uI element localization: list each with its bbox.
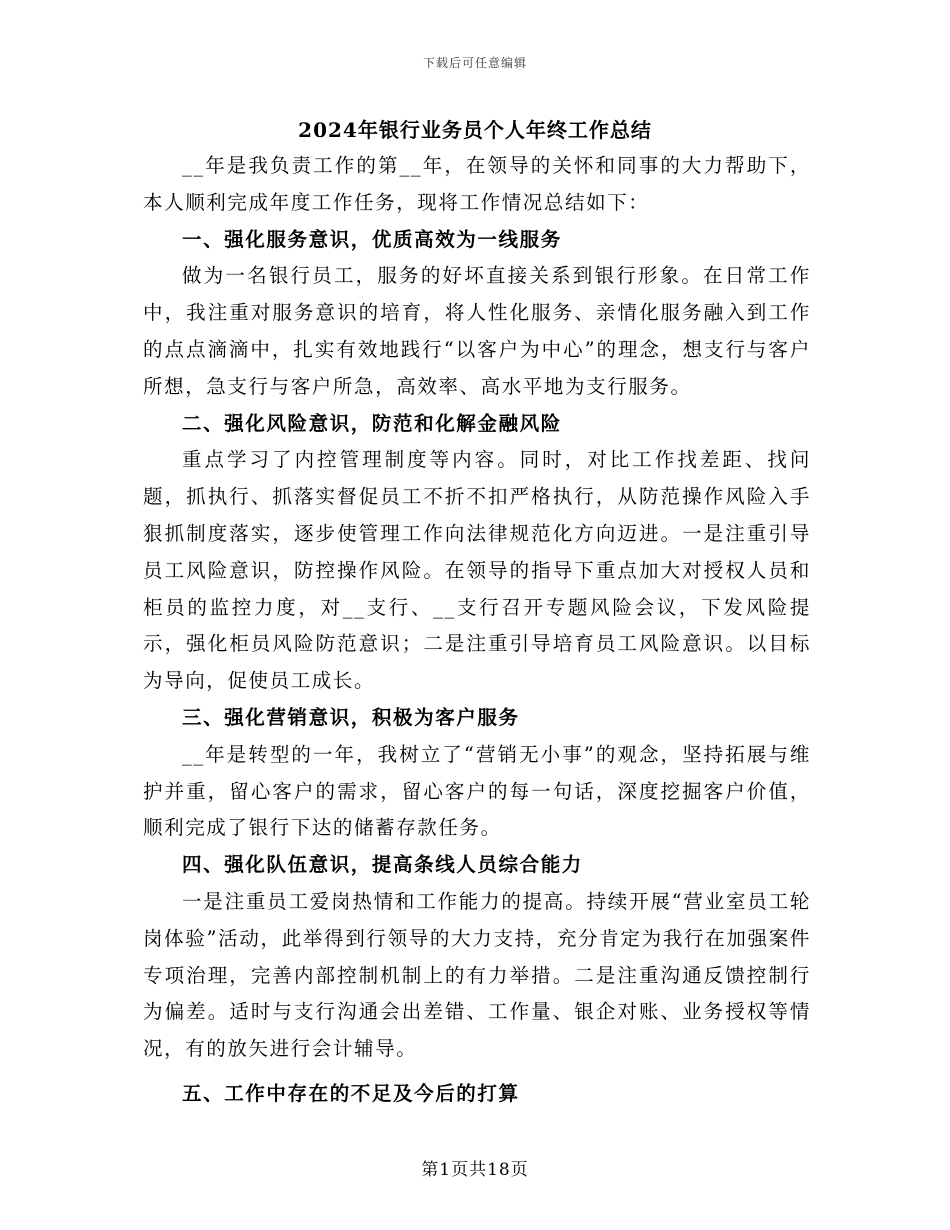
section-body-1: 做为一名银行员工，服务的好坏直接关系到银行形象。在日常工作中，我注重对服务意识的培育，将人性化服务、亲情化服务融入到工作的点点滴滴中，扎实有效地践行“以客户为中心”的理念，想支行与客户所想，急支行与客户所急，高效率、高水平地为支行服务。: [143, 264, 811, 398]
document-title: 2024年银行业务员个人年终工作总结: [298, 118, 652, 142]
section-heading-2: 二、强化风险意识，防范和化解金融风险: [182, 411, 562, 435]
section-heading-5: 五、工作中存在的不足及今后的打算: [182, 1081, 520, 1105]
section-body-3: __年是转型的一年，我树立了“营销无小事”的观念，坚持拓展与维护并重，留心客户的需求，留心客户的每一句话，深度挖掘客户价值，顺利完成了银行下达的储蓄存款任务。: [143, 742, 811, 840]
section-body-2: 重点学习了内控管理制度等内容。同时，对比工作找差距、找问题，抓执行、抓落实督促员工不折不扣严格执行，从防范操作风险入手狠抓制度落实，逐步使管理工作向法律规范化方向迈进。一是注重引导员工风险意识，防控操作风险。在领导的指导下重点加大对授权人员和柜员的监控力度，对__支行、__支行召开专题风险会议，下发风险提示，强化柜员风险防范意识；二是注重引导培育员工风险意识。以目标为导向，促使员工成长。: [143, 448, 811, 693]
header-note: 下载后可任意编辑: [422, 56, 527, 70]
section-heading-3: 三、强化营销意识，积极为客户服务: [182, 705, 520, 729]
intro-paragraph: __年是我负责工作的第__年，在领导的关怀和同事的大力帮助下，本人顺利完成年度工作任务，现将工作情况总结如下：: [143, 154, 811, 214]
section-heading-1: 一、强化服务意识，优质高效为一线服务: [182, 227, 562, 251]
document-body: [143, 148, 811, 1113]
section-heading-4: 四、强化队伍意识，提高条线人员综合能力: [182, 853, 583, 877]
section-body-4: 一是注重员工爱岗热情和工作能力的提高。持续开展“营业室员工轮岗体验”活动，此举得到行领导的大力支持，充分肯定为我行在加强案件专项治理，完善内部控制机制上的有力举措。二是注重沟通反馈控制行为偏差。适时与支行沟通会出差错、工作量、银企对账、业务授权等情况，有的放矢进行会计辅导。: [143, 889, 811, 1061]
page-footer: 第1页共18页: [421, 1160, 529, 1180]
